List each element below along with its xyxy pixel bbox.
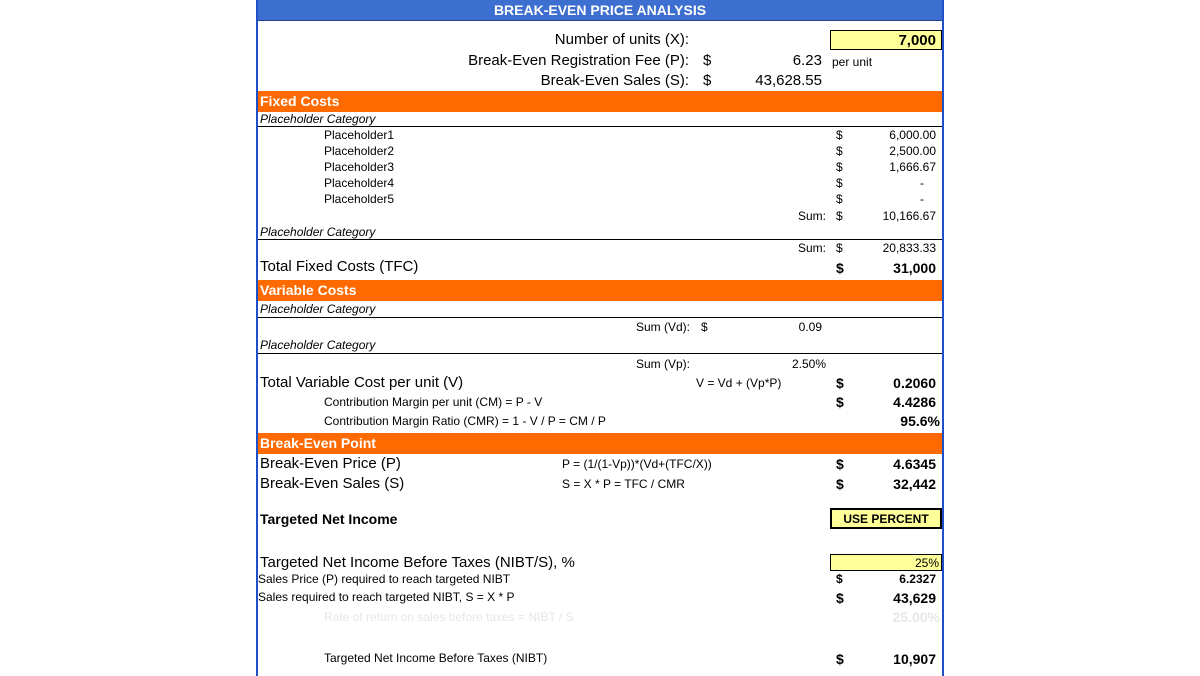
fixed-sum-currency: $ xyxy=(836,209,843,223)
vp-sum-label: Sum (Vp): xyxy=(636,357,691,371)
contribution-margin-currency: $ xyxy=(836,394,844,410)
units-input[interactable] xyxy=(830,30,942,50)
total-fixed-costs-currency: $ xyxy=(836,260,844,276)
fee-currency: $ xyxy=(703,52,712,69)
breakeven-price-currency: $ xyxy=(836,456,844,472)
nibt-percent-label: Targeted Net Income Before Taxes (NIBT/S), % xyxy=(260,554,575,571)
targeted-net-income-header: Targeted Net Income xyxy=(260,511,398,527)
fixed-category-1: Placeholder Category xyxy=(260,112,376,126)
breakeven-sales-value: 43,628.55 xyxy=(755,72,822,89)
breakeven-price-formula: P = (1/(1-Vp))*(Vd+(TFC/X)) xyxy=(562,457,712,471)
fixed-item-currency: $ xyxy=(836,176,843,190)
vd-sum-value: 0.09 xyxy=(798,320,822,334)
variable-costs-header: Variable Costs xyxy=(258,280,942,301)
fixed-item-label: Placeholder5 xyxy=(324,192,395,206)
fixed-sum-currency: $ xyxy=(836,241,843,255)
rate-of-return-value: 25.00% xyxy=(892,609,940,625)
mode-select[interactable] xyxy=(830,508,942,529)
total-variable-cost-label: Total Variable Cost per unit (V) xyxy=(260,374,464,391)
breakeven-sales-currency-2: $ xyxy=(836,476,844,492)
fixed-sum-label: Sum: xyxy=(798,209,827,223)
target-nibt-label: Targeted Net Income Before Taxes (NIBT) xyxy=(324,651,548,665)
fixed-item-value[interactable]: 1,666.67 xyxy=(889,160,936,174)
fixed-item-label: Placeholder1 xyxy=(324,128,395,142)
rate-of-return-label: Rate of return on sales before taxes = NIBT / S xyxy=(324,610,574,624)
fee-value: 6.23 xyxy=(792,52,822,69)
spreadsheet xyxy=(256,0,944,676)
target-sales-value: 43,629 xyxy=(893,590,936,606)
contribution-margin-ratio-label: Contribution Margin Ratio (CMR) = 1 - V / P = CM / P xyxy=(324,414,606,428)
breakeven-price-label: Break-Even Price (P) xyxy=(260,455,401,472)
nibt-percent-input[interactable] xyxy=(830,554,942,571)
target-price-label: Sales Price (P) required to reach targeted NIBT xyxy=(258,572,511,586)
total-variable-cost-currency: $ xyxy=(836,375,844,391)
fee-unit: per unit xyxy=(832,55,873,69)
divider xyxy=(258,126,942,127)
variable-category-1: Placeholder Category xyxy=(260,302,376,316)
contribution-margin-label: Contribution Margin per unit (CM) = P - V xyxy=(324,395,543,409)
fixed-item-currency: $ xyxy=(836,128,843,142)
fixed-sum-label: Sum: xyxy=(798,241,827,255)
fixed-item-value[interactable]: 6,000.00 xyxy=(889,128,936,142)
total-fixed-costs-label: Total Fixed Costs (TFC) xyxy=(260,258,419,275)
fixed-sum-value: 20,833.33 xyxy=(882,241,936,255)
vd-sum-currency: $ xyxy=(701,320,708,334)
total-fixed-costs-value: 31,000 xyxy=(893,260,936,276)
contribution-margin-value: 4.4286 xyxy=(893,394,936,410)
breakeven-sales-label: Break-Even Sales (S): xyxy=(540,72,689,89)
fixed-costs-header: Fixed Costs xyxy=(258,91,942,112)
fixed-item-label: Placeholder3 xyxy=(324,160,395,174)
sheet-title: BREAK-EVEN PRICE ANALYSIS xyxy=(258,0,942,21)
fixed-item-currency: $ xyxy=(836,160,843,174)
breakeven-price-value: 4.6345 xyxy=(893,456,936,472)
vp-sum-value: 2.50% xyxy=(791,357,826,371)
breakeven-sales-value-2: 32,442 xyxy=(893,476,936,492)
fixed-sum-value: 10,166.67 xyxy=(882,209,936,223)
target-nibt-currency: $ xyxy=(836,651,844,667)
target-price-value: 6.2327 xyxy=(899,572,936,586)
fixed-item-label: Placeholder4 xyxy=(324,176,395,190)
breakeven-sales-label-2: Break-Even Sales (S) xyxy=(260,475,405,492)
fixed-item-value[interactable]: 2,500.00 xyxy=(889,144,936,158)
target-price-currency: $ xyxy=(836,572,843,586)
vd-sum-label: Sum (Vd): xyxy=(636,320,691,334)
breakeven-point-header: Break-Even Point xyxy=(258,433,942,454)
target-sales-label: Sales required to reach targeted NIBT, S = X * P xyxy=(258,590,515,604)
variable-category-2: Placeholder Category xyxy=(260,338,376,352)
fixed-item-label: Placeholder2 xyxy=(324,144,395,158)
fee-label: Break-Even Registration Fee (P): xyxy=(468,52,689,69)
units-label: Number of units (X): xyxy=(554,31,689,48)
breakeven-sales-formula: S = X * P = TFC / CMR xyxy=(562,477,685,491)
nibt-percent-value[interactable]: 25% xyxy=(914,556,939,570)
divider xyxy=(258,317,942,318)
target-sales-currency: $ xyxy=(836,590,844,606)
fixed-item-currency: $ xyxy=(836,144,843,158)
mode-select-value[interactable]: USE PERCENT xyxy=(843,512,929,526)
target-nibt-value: 10,907 xyxy=(893,651,936,667)
divider xyxy=(258,353,942,354)
fixed-item-value[interactable]: - xyxy=(920,176,924,190)
divider xyxy=(258,239,942,240)
fixed-category-2: Placeholder Category xyxy=(260,225,376,239)
fixed-item-currency: $ xyxy=(836,192,843,206)
fixed-item-value[interactable]: - xyxy=(920,192,924,206)
units-value[interactable]: 7,000 xyxy=(898,32,936,49)
contribution-margin-ratio-value: 95.6% xyxy=(900,413,940,429)
total-variable-cost-value: 0.2060 xyxy=(893,375,936,391)
total-variable-cost-formula: V = Vd + (Vp*P) xyxy=(696,376,782,390)
breakeven-sales-currency: $ xyxy=(703,72,712,89)
